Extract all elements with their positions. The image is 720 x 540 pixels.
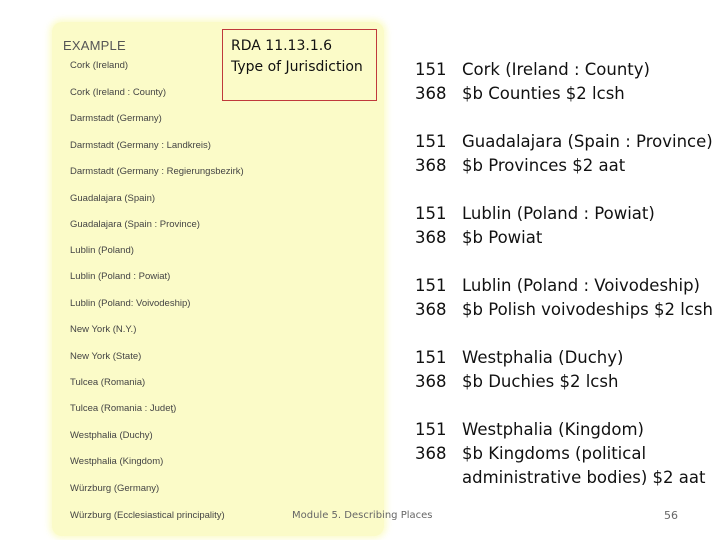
marc-tag-368: 368 [415, 300, 447, 319]
list-item: Tulcea (Romania) [70, 377, 146, 388]
marc-tag-368: 368 [415, 156, 447, 175]
list-item: Westphalia (Duchy) [70, 430, 153, 441]
list-item: Westphalia (Kingdom) [70, 456, 164, 467]
list-item: Guadalajara (Spain) [70, 193, 156, 204]
marc-heading: Cork (Ireland : County) [462, 60, 650, 79]
marc-record-lublin-voivodeship [415, 274, 713, 322]
marc-jurisdiction-type: $b Duchies $2 lcsh [462, 372, 619, 391]
marc-record-guadalajara [415, 130, 713, 178]
list-item: New York (N.Y.) [70, 324, 137, 335]
marc-jurisdiction-type-continued: administrative bodies) $2 aat [462, 468, 706, 487]
marc-jurisdiction-type: $b Polish voivodeships $2 lcsh [462, 300, 713, 319]
list-item: Lublin (Poland: Voivodeship) [70, 298, 191, 309]
list-item: Lublin (Poland) [70, 245, 134, 256]
marc-record-westphalia-kingdom [415, 418, 705, 490]
marc-heading: Lublin (Poland : Voivodeship) [462, 276, 700, 295]
page-number: 56 [664, 509, 678, 522]
marc-record-westphalia-duchy [415, 346, 623, 394]
list-item: Würzburg (Germany) [70, 483, 160, 494]
rda-rule-number: RDA 11.13.1.6 [231, 38, 333, 54]
marc-jurisdiction-type: $b Counties $2 lcsh [462, 84, 625, 103]
marc-tag-151: 151 [415, 420, 447, 439]
list-item: Darmstadt (Germany : Landkreis) [70, 140, 211, 151]
marc-tag-151: 151 [415, 276, 447, 295]
marc-tag-spacer [415, 466, 462, 490]
marc-jurisdiction-type: $b Powiat [462, 228, 543, 247]
marc-tag-151: 151 [415, 132, 447, 151]
marc-tag-368: 368 [415, 228, 447, 247]
marc-tag-151: 151 [415, 204, 447, 223]
rda-rule-title: Type of Jurisdiction [231, 59, 363, 75]
rda-rule-box [222, 29, 377, 101]
list-item: New York (State) [70, 351, 142, 362]
marc-tag-151: 151 [415, 348, 447, 367]
marc-heading: Lublin (Poland : Powiat) [462, 204, 655, 223]
marc-heading: Westphalia (Duchy) [462, 348, 624, 367]
marc-tag-368: 368 [415, 84, 447, 103]
list-item: Guadalajara (Spain : Province) [70, 219, 200, 230]
marc-heading: Westphalia (Kingdom) [462, 420, 644, 439]
example-heading: EXAMPLE [63, 38, 126, 53]
marc-jurisdiction-type: $b Provinces $2 aat [462, 156, 626, 175]
marc-heading: Guadalajara (Spain : Province) [462, 132, 713, 151]
list-item: Tulcea (Romania : Judeţ) [70, 403, 177, 414]
marc-record-cork [415, 58, 650, 106]
marc-record-lublin-powiat [415, 202, 655, 250]
marc-tag-368: 368 [415, 372, 447, 391]
list-item: Darmstadt (Germany) [70, 113, 162, 124]
marc-tag-151: 151 [415, 60, 447, 79]
list-item: Würzburg (Ecclesiastical principality) [70, 510, 225, 521]
marc-tag-368: 368 [415, 444, 447, 463]
list-item: Darmstadt (Germany : Regierungsbezirk) [70, 166, 244, 177]
marc-jurisdiction-type: $b Kingdoms (political [462, 444, 647, 463]
footer-module-label: Module 5. Describing Places [292, 510, 433, 521]
list-item: Lublin (Poland : Powiat) [70, 271, 171, 282]
list-item: Cork (Ireland) [70, 60, 129, 71]
list-item: Cork (Ireland : County) [70, 87, 167, 98]
